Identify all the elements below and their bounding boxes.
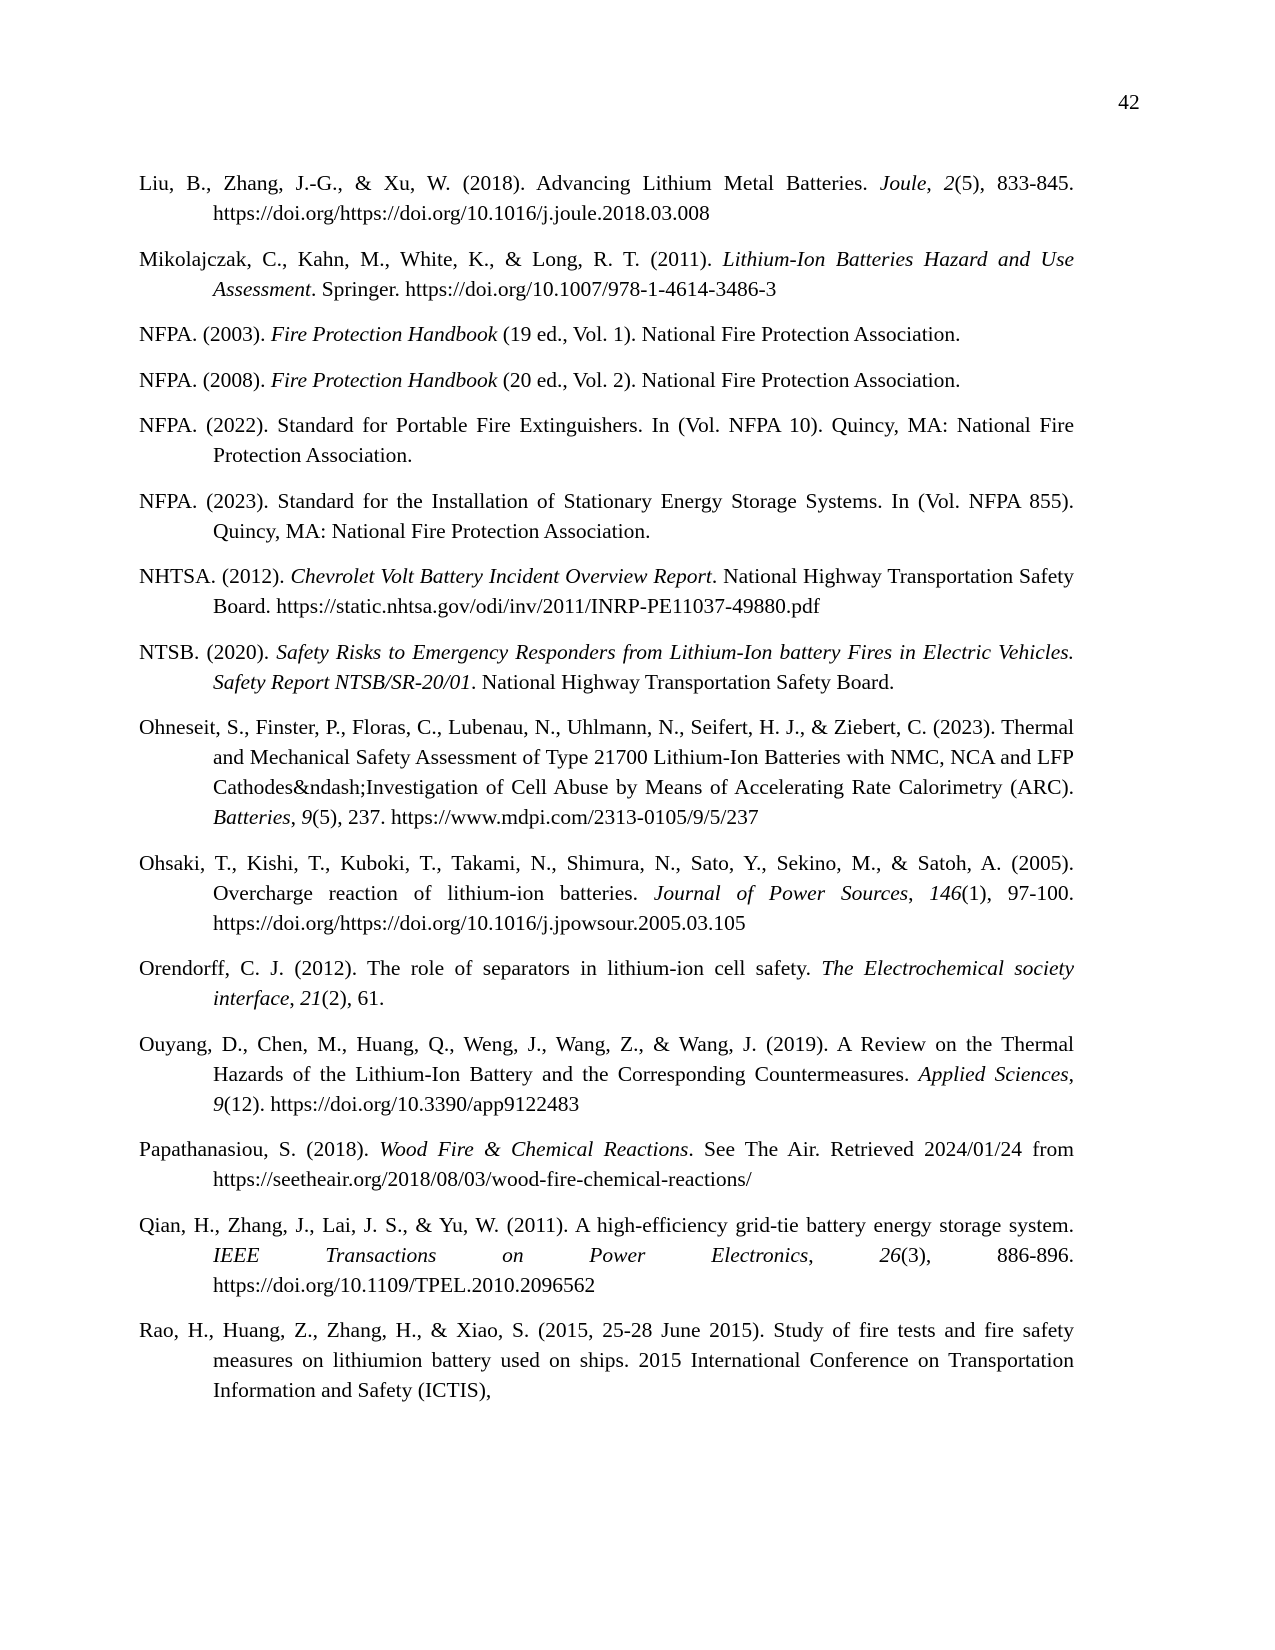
reference-title-italic: 2 <box>943 171 955 195</box>
reference-text: . National Highway Transportation Safety Board. <box>470 669 895 694</box>
reference-title-italic: 9 <box>301 805 313 829</box>
reference-text: (5), 237. https://www.mdpi.com/2313-0105/9/5/237 <box>312 805 759 829</box>
reference-title-italic: 21 <box>300 986 322 1010</box>
reference-text: NFPA. (2023). Standard for the Installation of Stationary Energy Storage Systems. In (Vol. NFPA 855). Quincy, MA: National Fire Protection Association. <box>139 488 1074 543</box>
reference-text: , <box>290 805 302 829</box>
reference-title-italic: Wood Fire & Chemical Reactions <box>379 1137 689 1161</box>
references-list <box>139 168 1074 1405</box>
reference-title-italic: 146 <box>929 880 962 905</box>
reference-text: , <box>808 1242 880 1267</box>
reference-text: (1), 97-100. https://doi.org/https://doi.org/10.1016/j.jpowsour.2005.03.105 <box>213 880 1074 935</box>
reference-text: NFPA. (2008). <box>139 367 271 392</box>
reference-text: , <box>926 171 944 195</box>
reference-entry <box>139 1315 1074 1405</box>
reference-entry <box>139 168 1074 228</box>
reference-text: Mikolajczak, C., Kahn, M., White, K., & Long, R. T. (2011). <box>139 246 723 271</box>
reference-text: Ohsaki, T., Kishi, T., Kuboki, T., Takami, N., Shimura, N., Sato, Y., Sekino, M., & Satoh, A. (2005). Overcharge reaction of lithium-ion batteries. <box>139 850 1074 905</box>
reference-text: . See The Air. Retrieved 2024/01/24 from https://seetheair.org/2018/08/03/wood-fire-chemical-reactions/ <box>213 1137 1075 1191</box>
reference-title-italic: Lithium-Ion Batteries Hazard and Use Assessment <box>213 246 1074 301</box>
reference-entry <box>139 1210 1074 1300</box>
reference-title-italic: Fire Protection Handbook <box>270 367 498 392</box>
reference-text: , <box>289 986 301 1010</box>
reference-text: Rao, H., Huang, Z., Zhang, H., & Xiao, S. (2015, 25-28 June 2015). Study of fire tests and fire safety measures on lithiumion battery used on ships. 2015 International Conference on Transportation Information and Safety (ICTIS), <box>139 1318 1074 1402</box>
reference-text: Ouyang, D., Chen, M., Huang, Q., Weng, J., Wang, Z., & Wang, J. (2019). A Review on the Thermal Hazards of the Lithium-Ion Battery and the Corresponding Countermeasures. <box>139 1031 1074 1086</box>
reference-text: . Springer. https://doi.org/10.1007/978-1-4614-3486-3 <box>310 276 777 301</box>
reference-entry <box>139 319 1074 349</box>
reference-text: . National Highway Transportation Safety Board. https://static.nhtsa.gov/odi/inv/2011/INRP-PE11037-49880.pdf <box>213 564 1074 618</box>
reference-text: NTSB. (2020). <box>139 639 277 664</box>
reference-text: (19 ed., Vol. 1). National Fire Protection Association. <box>497 322 961 346</box>
reference-entry <box>139 848 1074 938</box>
reference-text: Orendorff, C. J. (2012). The role of separators in lithium-ion cell safety. <box>139 956 822 980</box>
reference-entry <box>139 953 1074 1013</box>
reference-entry <box>139 637 1074 697</box>
reference-title-italic: Chevrolet Volt Battery Incident Overview Report <box>290 564 712 588</box>
reference-entry <box>139 1134 1074 1194</box>
reference-entry <box>139 244 1074 304</box>
reference-title-italic: 26 <box>879 1242 901 1267</box>
reference-title-italic: 9 <box>213 1091 224 1116</box>
reference-text: NHTSA. (2012). <box>139 564 291 588</box>
reference-text: (2), 61. <box>321 986 385 1010</box>
reference-text: , <box>1068 1061 1074 1086</box>
reference-entry <box>139 1029 1074 1119</box>
reference-entry <box>139 712 1074 832</box>
page-number: 42 <box>1118 90 1140 114</box>
reference-text: (3), 886-896. https://doi.org/10.1109/TPEL.2010.2096562 <box>213 1242 1074 1297</box>
reference-title-italic: Batteries <box>213 805 291 829</box>
reference-title-italic: IEEE Transactions on Power Electronics <box>213 1242 809 1267</box>
reference-title-italic: The Electrochemical society interface <box>213 956 1075 1010</box>
reference-text: Qian, H., Zhang, J., Lai, J. S., & Yu, W. (2011). A high-efficiency grid-tie battery energy storage system. <box>139 1212 1074 1237</box>
reference-title-italic: Fire Protection Handbook <box>270 322 498 346</box>
reference-entry <box>139 486 1074 546</box>
reference-text: (12). https://doi.org/10.3390/app9122483 <box>223 1091 580 1116</box>
reference-entry <box>139 561 1074 621</box>
reference-text: Ohneseit, S., Finster, P., Floras, C., Lubenau, N., Uhlmann, N., Seifert, H. J., & Ziebert, C. (2023). Thermal and Mechanical Safety Assessment of Type 21700 Lithium-Ion Batteries with NMC, NCA and LFP Cathodes&ndash;Investigation of Cell Abuse by Means of Accelerating Rate Calorimetry (ARC). <box>139 715 1074 799</box>
reference-text: Papathanasiou, S. (2018). <box>139 1137 380 1161</box>
reference-title-italic: Journal of Power Sources <box>653 880 909 905</box>
reference-text: NFPA. (2022). Standard for Portable Fire Extinguishers. In (Vol. NFPA 10). Quincy, MA: National Fire Protection Association. <box>139 413 1074 467</box>
reference-text: , <box>908 880 930 905</box>
reference-entry <box>139 365 1074 395</box>
reference-title-italic: Joule <box>879 171 927 195</box>
reference-entry <box>139 410 1074 470</box>
reference-title-italic: Safety Risks to Emergency Responders from Lithium-Ion battery Fires in Electric Vehicles. Safety Report NTSB/SR-20/01 <box>213 639 1074 694</box>
reference-text: Liu, B., Zhang, J.-G., & Xu, W. (2018). Advancing Lithium Metal Batteries. <box>139 171 880 195</box>
reference-text: NFPA. (2003). <box>139 322 271 346</box>
reference-title-italic: Applied Sciences <box>918 1061 1069 1086</box>
reference-text: (20 ed., Vol. 2). National Fire Protection Association. <box>497 367 961 392</box>
reference-text: (5), 833-845. https://doi.org/https://doi.org/10.1016/j.joule.2018.03.008 <box>213 171 1075 225</box>
